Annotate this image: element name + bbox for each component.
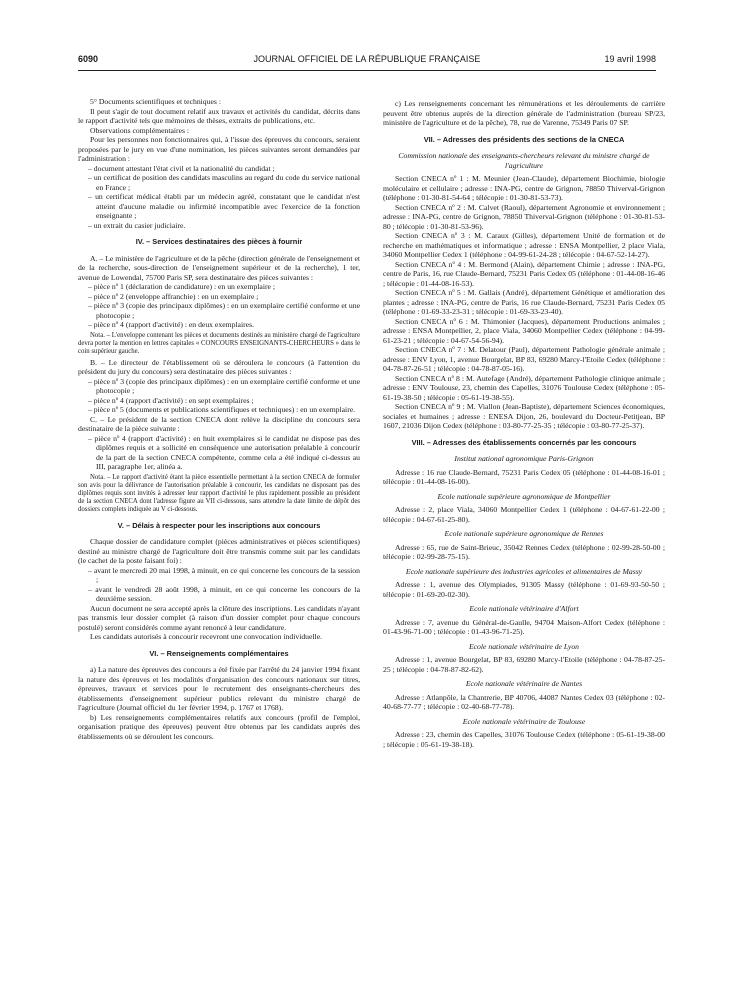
establishment-address: Adresse : Atlanpôle, la Chantrerie, BP 40706, 44087 Nantes Cedex 03 (téléphone : 02-40-68-77-77 ; télécopie : 02-40-68-77-78). <box>383 692 665 711</box>
paragraph: B. – Le directeur de l'établissement où se déroulera le concours (à l'attention du président du jury du concours) sera destinataire des pièces suivantes : <box>78 357 360 376</box>
establishment-name: Ecole nationale vétérinaire de Nantes <box>465 679 583 688</box>
section-entry: Section CNECA nº 6 : M. Thimonier (Jacques), département Productions animales ; adresse : ENSA Montpellier, 2, place Viala, 34060 Montpellier Cedex (téléphone : 04-99-61-23-21 ; télécopie : 04-67-54-56-94). <box>383 316 665 345</box>
section-heading: VI. – Renseignements complémentaires <box>149 648 289 658</box>
establishment-address: Adresse : 1, avenue des Olympiades, 91305 Massy (téléphone : 01-69-93-50-50 ; télécopie : 01-69-20-02-30). <box>383 580 665 599</box>
paragraph: Observations complémentaires : <box>90 125 190 135</box>
section-heading: VIII. – Adresses des établissements concernés par les concours <box>411 437 637 447</box>
paragraph: a) La nature des épreuves des concours a été fixée par l'arrêté du 24 janvier 1994 fixant la nature des épreuves et les modalités d'organisation des concours nationaux sur titres, épreuves, travaux et services pour le recrutement des enseignants-chercheurs des établissements d'enseignement supérieur publics relevant du ministre chargé de l'agriculture (Journal officiel du 1er février 1994, p. 1767 et 1768). <box>78 665 360 712</box>
list-item: – pièce nº 3 (copie des principaux diplômes) : en un exemplaire certifié conforme et une photocopie ; <box>88 301 360 320</box>
establishment-name: Institut national agronomique Paris-Grignon <box>454 454 594 463</box>
section-entry: Section CNECA nº 3 : M. Caraux (Gilles), département Unité de formation et de recherche en mathématiques et informatique ; adresse : ENSA Montpellier, 2 place Viala, 34060 Montpellier Cedex 1 (téléphone : 04-99-61-24-28 ; télécopie : 04-67-52-14-27). <box>383 231 665 259</box>
paragraph: Aucun document ne sera accepté après la clôture des inscriptions. Les candidats n'ayant pas transmis leur dossier complet (à raison d'un dossier complet pour chaque concours postulé) seront considérés comme ayant renoncé à leur candidature. <box>78 603 360 632</box>
establishment-address: Adresse : 2, place Viala, 34060 Montpellier Cedex 1 (téléphone : 04-67-61-22-00 ; télécopie : 04-67-61-25-80). <box>383 505 665 524</box>
section-heading: VII. – Adresses des présidents des sections de la CNECA <box>423 134 625 144</box>
establishment-name: Ecole nationale supérieure des industries agricoles et alimentaires de Massy <box>405 566 643 576</box>
list <box>78 377 360 415</box>
paragraph: c) Les renseignements concernant les rémunérations et les déroulements de carrière peuvent être obtenus auprès de la direction générale de l'administration (bureau SP/23, ministère de l'agriculture et de la pêche), 78, rue de Varenne, 75349 Paris 07 SP. <box>383 99 665 127</box>
section-heading: V. – Délais à respecter pour les inscriptions aux concours <box>117 520 321 530</box>
section-entry: Section CNECA nº 1 : M. Meunier (Jean-Claude), département Biochimie, biologie moléculaire et cellulaire ; adresse : INA-PG, centre de Grignon, 78850 Thiverval-Grignon (téléphone : 01-30-81-54-64 ; télécopie : 01-30-81-53-73). <box>383 174 665 202</box>
list-item: – avant le vendredi 28 août 1998, à minuit, en ce qui concerne les concours de la deuxième session. <box>88 584 360 603</box>
section-entry: Section CNECA nº 9 : M. Viallon (Jean-Baptiste), département Sciences économiques, sociales et humaines ; adresse : ENESA Dijon, 26, boulevard du Docteur-Petitjean, BP 1607, 21036 Dijon Cedex (téléphone : 03-80-77-25-35 ; télécopie : 03-80-77-25-37). <box>383 402 665 430</box>
section-entry: Section CNECA nº 8 : M. Autefage (André), département Pathologie clinique animale ; adresse : ENV Toulouse, 23, chemin des Capelles, 31076 Toulouse Cedex (téléphone : 05-61-19-38-50 ; télécopie : 05-61-19-38-55). <box>383 373 665 402</box>
section-entry: Section CNECA nº 4 : M. Bermond (Alain), département Chimie ; adresse : INA-PG, centre de Paris, 16, rue Claude-Bernard, 75231 Paris Cedex 05 (téléphone : 01-44-08-16-46 ; télécopie : 01-44-08-16-53). <box>383 259 666 288</box>
list <box>78 566 360 604</box>
establishment-name: Ecole nationale vétérinaire d'Alfort <box>469 604 579 613</box>
establishment-name: Ecole nationale vétérinaire de Lyon <box>468 641 580 651</box>
section-entry: Section CNECA nº 2 : M. Calvet (Raoul), département Agronomie et environnement ; adresse : INA-PG, centre de Grignon, 78850 Thiverval-Grignon (téléphone : 01-30-81-53-80 ; télécopie : 01-30-81-53-96). <box>383 202 665 231</box>
note: Nota. – Le rapport d'activité étant la pièce essentielle permettant à la section CNECA de formuler son avis pour la délivrance de l'autorisation préalable à concourir, les candidats ne disposant pas des diplômes requis sont invités à adresser leur rapport d'activité le plus rapidement possible au président de la section CNECA dont l'adresse figure au VII ci-dessous, sans attendre la date limite de dépôt des dossiers complets indiquée au V ci-dessous. <box>78 473 360 513</box>
establishment-name: Ecole nationale supérieure agronomique de Montpellier <box>437 491 611 501</box>
list-item: – pièce nº 2 (enveloppe affranchie) : en un exemplaire ; <box>88 291 259 301</box>
establishment-name: Ecole nationale supérieure agronomique de Rennes <box>444 529 604 538</box>
list-item: – un certificat médical établi par un médecin agréé, constatant que le candidat n'est atteint d'aucune maladie ou infirmité incompatible avec l'exercice de la fonction enseignante ; <box>88 192 360 220</box>
establishment-address: Adresse : 16 rue Claude-Bernard, 75231 Paris Cedex 05 (téléphone : 01-44-08-16-01 ; télécopie : 01-44-08-16-00). <box>383 467 665 486</box>
paragraph: C. – Le président de la section CNECA dont relève la discipline du concours sera destinataire de la pièce suivante : <box>78 414 360 433</box>
publication-date: 19 avril 1998 <box>604 54 656 64</box>
establishment-address: Adresse : 1, avenue Bourgelat, BP 83, 69280 Marcy-l'Etoile (téléphone : 04-78-87-25-25 ; télécopie : 04-78-87-82-62). <box>383 655 665 674</box>
list <box>78 434 360 472</box>
section-entry: Section CNECA nº 7 : M. Delatour (Paul), département Pathologie générale animale ; adresse : ENV Lyon, 1, avenue Bourgelat, BP 83, 69280 Marcy-l'Etoile Cedex (téléphone : 04-78-87-26-51 ; télécopie : 04-78-87-05-16). <box>383 345 665 373</box>
list-item: – pièce nº 1 (déclaration de candidature) : en un exemplaire ; <box>88 282 276 291</box>
paragraph: Les candidats autorisés à concourir recevront une convocation individuelle. <box>90 632 323 641</box>
list <box>78 282 360 330</box>
paragraph: Pour les personnes non fonctionnaires qui, à l'issue des épreuves du concours, seraient proposées par le jury en vue d'une nomination, les pièces suivantes seront demandées par l'administration : <box>78 135 360 163</box>
list-item: – pièce nº 4 (rapport d'activité) : en deux exemplaires. <box>88 320 254 329</box>
note: Nota. – L'enveloppe contenant les pièces et documents destinés au ministère chargé de l'agriculture devra porter la mention en lettres capitales « CONCOURS ENSEIGNANTS-CHERCHEURS » dans le coin supérieur gauche. <box>78 331 360 355</box>
left-column <box>78 97 360 741</box>
page-header <box>78 52 656 71</box>
list-item: – un extrait du casier judiciaire. <box>88 220 186 230</box>
journal-title: JOURNAL OFFICIEL DE LA RÉPUBLIQUE FRANÇAISE <box>253 54 481 64</box>
page-number: 6090 <box>78 54 99 64</box>
list-item: – pièce nº 4 (rapport d'activité) : en sept exemplaires ; <box>88 395 254 405</box>
paragraph: Chaque dossier de candidature complet (pièces administratives et pièces scientifiques) destiné au ministre chargé de l'agriculture doit être transmis comme suit par les candidats (le cachet de la poste faisant foi) : <box>78 537 360 565</box>
establishment-address: Adresse : 65, rue de Saint-Brieuc, 35042 Rennes Cedex (téléphone : 02-99-28-50-00 ; télécopie : 02-99-28-75-15). <box>383 542 665 561</box>
subheading: Commission nationale des enseignants-chercheurs relevant du ministre chargé de l'agriculture <box>398 151 650 170</box>
section-entry: Section CNECA nº 5 : M. Gallais (André), département Génétique et amélioration des plantes ; adresse : INA-PG, centre de Paris, 16 rue Claude-Bernard, 75231 Paris Cedex 05 (téléphone : 01-69-33-23-31 ; télécopie : 01-69-33-23-40). <box>383 288 665 316</box>
list-item: – avant le mercredi 20 mai 1998, à minuit, en ce qui concerne les concours de la session ; <box>88 565 360 584</box>
list-item: – pièce nº 3 (copie des principaux diplômes) : en un exemplaire certifié conforme et une photocopie ; <box>88 376 360 395</box>
paragraph: A. – Le ministère de l'agriculture et de la pêche (direction générale de l'enseignement et de la recherche, sous-direction de l'enseignement supérieur et de la recherche), 1 ter, avenue de Lowendal, 75700 Paris SP, sera destinataire des pièces suivantes : <box>78 253 360 282</box>
list <box>78 164 360 231</box>
right-column <box>383 99 665 749</box>
paragraph: 5° Documents scientifiques et techniques : <box>90 97 221 106</box>
section-heading: IV. – Services destinataires des pièces à fournir <box>135 237 303 246</box>
list-item: – document attestant l'état civil et la nationalité du candidat ; <box>88 163 275 173</box>
establishment-address: Adresse : 23, chemin des Capelles, 31076 Toulouse Cedex (téléphone : 05-61-19-38-00 ; télécopie : 05-61-19-38-18). <box>383 730 665 749</box>
list-item: – pièce nº 4 (rapport d'activité) : en huit exemplaires si le candidat ne dispose pas des diplômes requis et a sollicité en conséquence une autorisation préalable à concourir de la part de la section CNECA compétente, comme cela a été indiqué ci-dessus au III, paragraphe 1er, alinéa a. <box>88 433 360 471</box>
list-item: – pièce nº 5 (documents et publications scientifiques et techniques) : en un exemplaire. <box>88 405 356 414</box>
establishment-address: Adresse : 7, avenue du Général-de-Gaulle, 94704 Maison-Alfort Cedex (téléphone : 01-43-96-71-00 ; télécopie : 01-43-96-71-25). <box>383 617 665 636</box>
establishment-name: Ecole nationale vétérinaire de Toulouse <box>462 716 586 726</box>
paragraph: Il peut s'agir de tout document relatif aux travaux et activités du candidat, décrits dans le rapport d'activité tels que mémoires de thèses, extraits de publications, etc. <box>78 106 360 125</box>
paragraph: b) Les renseignements complémentaires relatifs aux concours (profil de l'emploi, organisation pratique des épreuves) peuvent être obtenus par les candidats auprès des établissements où se déroulent les concours. <box>78 712 360 741</box>
list-item: – un certificat de position des candidats masculins au regard du code du service national en France ; <box>88 173 360 192</box>
